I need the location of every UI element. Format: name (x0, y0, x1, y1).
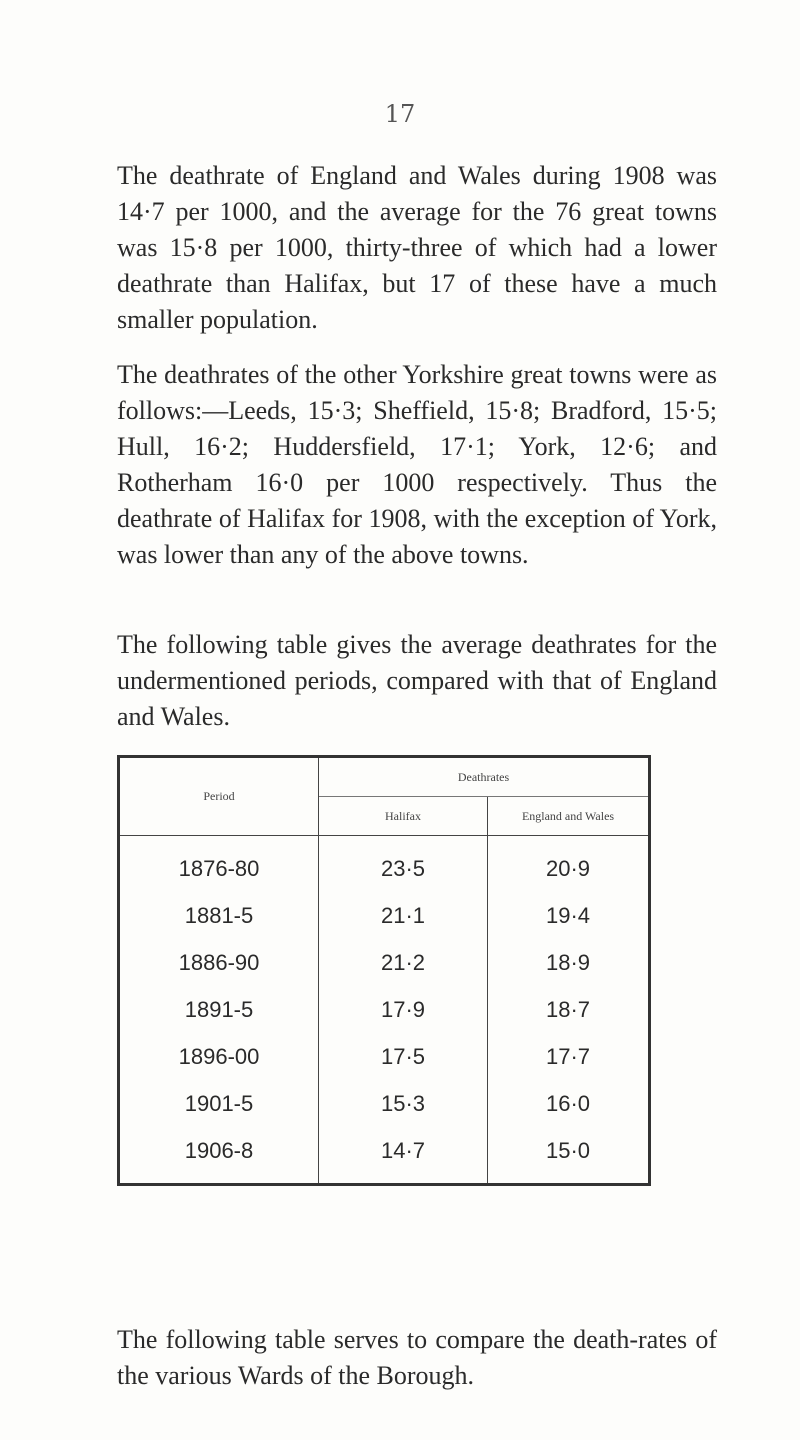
england-wales-cell: 20·9 (488, 836, 650, 893)
table-row (119, 986, 650, 1033)
halifax-cell: 21·2 (319, 939, 488, 986)
period-header: Period (119, 757, 319, 836)
halifax-header: Halifax (319, 797, 488, 836)
halifax-cell: 15·3 (319, 1080, 488, 1127)
period-cell: 1906-8 (119, 1127, 319, 1185)
period-cell: 1896-00 (119, 1033, 319, 1080)
period-cell: 1881-5 (119, 892, 319, 939)
page-number: 17 (384, 100, 416, 128)
deathrates-table (117, 755, 651, 1186)
england-wales-cell: 18·9 (488, 939, 650, 986)
england-wales-cell: 18·7 (488, 986, 650, 1033)
period-cell: 1901-5 (119, 1080, 319, 1127)
table-row (119, 1127, 650, 1185)
england-wales-cell: 15·0 (488, 1127, 650, 1185)
period-cell: 1876-80 (119, 836, 319, 893)
halifax-cell: 14·7 (319, 1127, 488, 1185)
paragraph-wards-intro: The following table serves to compare the death-rates of the various Wards of the Borough. (117, 1325, 717, 1390)
table-row (119, 836, 650, 893)
period-cell: 1891-5 (119, 986, 319, 1033)
paragraph-national-deathrate: The deathrate of England and Wales during 1908 was 14·7 per 1000, and the average for the 76 great towns was 15·8 per 1000, thirty-three of which had a lower deathrate than Halifax, but 17 of these have a much smaller population. (117, 161, 717, 334)
table-row (119, 939, 650, 986)
paragraph-table-intro: The following table gives the average deathrates for the undermentioned periods, compared with that of England and Wales. (117, 630, 717, 731)
table-row (119, 1033, 650, 1080)
halifax-cell: 17·9 (319, 986, 488, 1033)
england-wales-header: England and Wales (488, 797, 650, 836)
paragraph-yorkshire-towns: The deathrates of the other Yorkshire great towns were as follows:—Leeds, 15·3; Sheffield, 15·8; Bradford, 15·5; Hull, 16·2; Huddersfield, 17·1; York, 12·6; and Rotherham 16·0 per 1000 respectively. Thus the deathrate of Halifax for 1908, with the exception of York, was lower than any of the above towns. (117, 360, 717, 569)
england-wales-cell: 19·4 (488, 892, 650, 939)
table-row (119, 1080, 650, 1127)
halifax-cell: 21·1 (319, 892, 488, 939)
halifax-cell: 23·5 (319, 836, 488, 893)
halifax-cell: 17·5 (319, 1033, 488, 1080)
england-wales-cell: 16·0 (488, 1080, 650, 1127)
deathrates-header: Deathrates (319, 757, 650, 797)
england-wales-cell: 17·7 (488, 1033, 650, 1080)
table-row (119, 892, 650, 939)
period-cell: 1886-90 (119, 939, 319, 986)
